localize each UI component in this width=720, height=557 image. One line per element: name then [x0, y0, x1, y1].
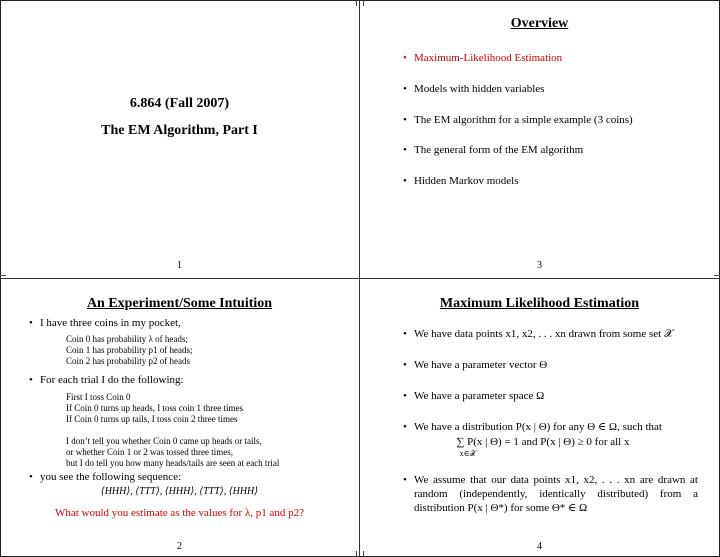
hidden-info-note: I don’t tell you whether Coin 0 came up heads or tails, or whether Coin 1 or 2 was tossed three times, but I do tell you how many heads/tails are seen at each trial — [66, 436, 280, 468]
list-item: • I have three coins in my pocket, — [29, 317, 181, 329]
observed-sequence: ⟨HHH⟩, ⟨TTT⟩, ⟨HHH⟩, ⟨TTT⟩, ⟨HHH⟩ — [100, 486, 259, 497]
slide-title: An Experiment/Some Intuition — [86, 296, 273, 311]
list-item: • Maximum-Likelihood Estimation — [403, 52, 563, 64]
page-number: 2 — [177, 541, 182, 552]
list-item: • We assume that our data points x1, x2, . . . xn are drawn at random (independently, identically distributed) from a distribution P(x | Θ*) for some Θ* ∈ Ω — [403, 474, 698, 514]
course-title: 6.864 (Fall 2007) — [129, 96, 230, 111]
slide-3 — [360, 0, 719, 278]
page-number: 1 — [177, 260, 182, 271]
slide-title: Maximum Likelihood Estimation — [439, 296, 640, 311]
lecture-title: The EM Algorithm, Part I — [101, 123, 258, 138]
slide-title: Overview — [510, 16, 569, 31]
slide-1 — [0, 0, 359, 278]
list-item: • Models with hidden variables — [403, 83, 545, 95]
list-item: • We have data points x1, x2, . . . xn drawn from some set 𝒳 — [403, 328, 674, 340]
list-item: • For each trial I do the following: — [29, 374, 184, 386]
list-item: • The EM algorithm for a simple example (3 coins) — [403, 114, 633, 126]
list-item: • you see the following sequence: — [29, 471, 182, 483]
coin-description: Coin 0 has probability λ of heads; Coin 1 has probability p1 of heads; Coin 2 has probability p2 of heads — [66, 334, 193, 366]
list-item: • Hidden Markov models — [403, 175, 519, 187]
page-number: 4 — [537, 541, 542, 552]
list-item: • We have a parameter space Ω — [403, 390, 545, 402]
slide-2 — [0, 279, 359, 557]
page-number: 3 — [537, 260, 542, 271]
list-item: • We have a parameter vector Θ — [403, 359, 548, 371]
trial-description: First I toss Coin 0 If Coin 0 turns up heads, I toss coin 1 three times If Coin 0 turns up tails, I toss coin 2 three times — [66, 392, 243, 424]
list-item: • We have a distribution P(x | Θ) for any Θ ∈ Ω, such that — [403, 421, 662, 433]
list-item: • The general form of the EM algorithm — [403, 144, 584, 156]
normalization-formula: ∑ P(x | Θ) = 1 and P(x | Θ) ≥ 0 for all x x∈𝒳 — [456, 436, 630, 458]
slide-4 — [360, 279, 719, 557]
question-text: What would you estimate as the values for λ, p1 and p2? — [54, 507, 305, 519]
